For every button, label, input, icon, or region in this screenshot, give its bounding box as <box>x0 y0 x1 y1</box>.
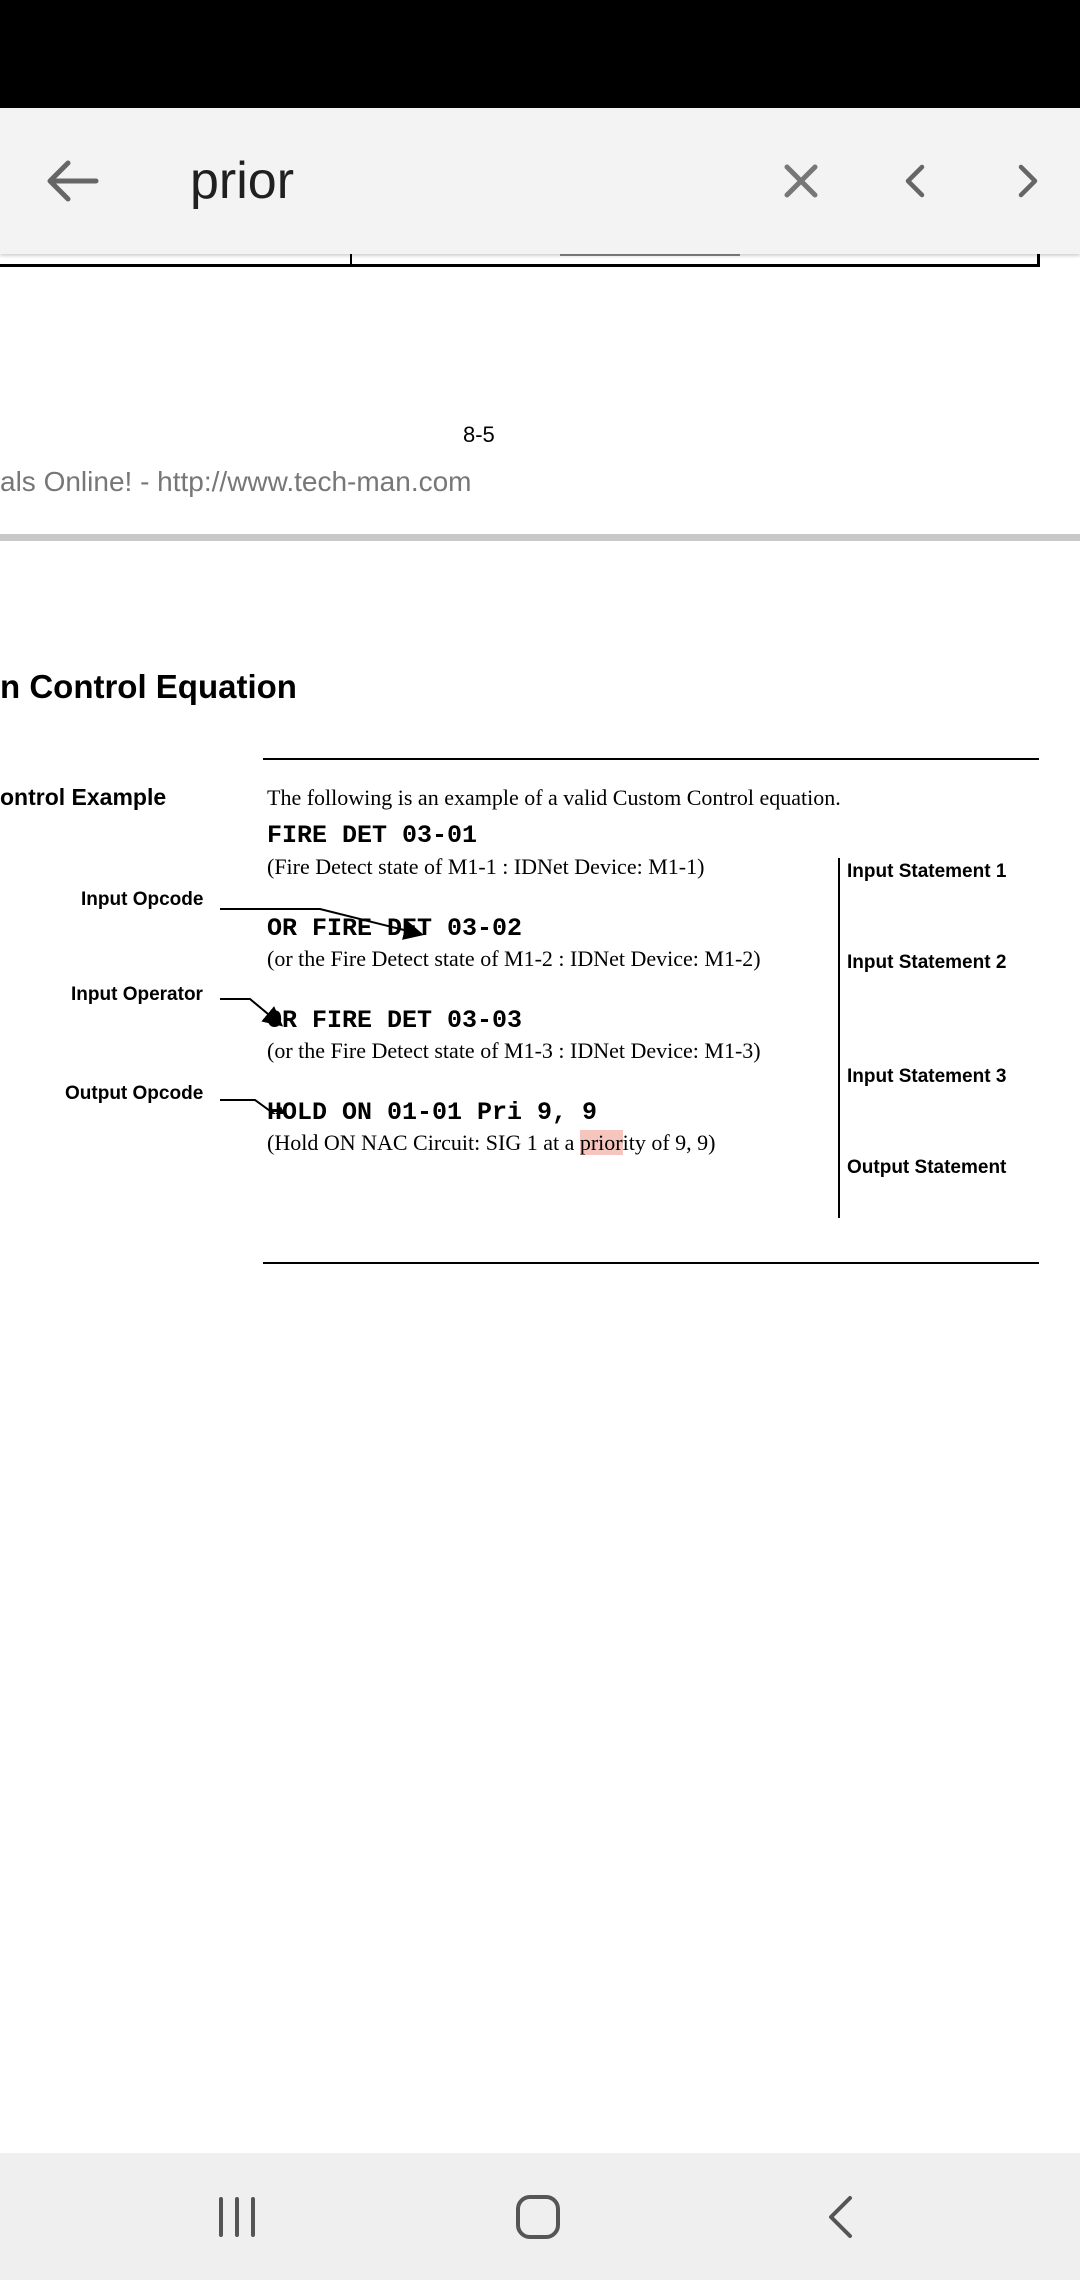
page-footer-text: als Online! - http://www.tech-man.com <box>0 466 472 497</box>
search-input[interactable]: prior <box>190 152 295 210</box>
label-output-statement: Output Statement <box>847 1157 1007 1178</box>
clear-search-button[interactable] <box>751 108 851 254</box>
page-separator <box>0 534 1080 541</box>
chevron-left-icon <box>904 164 926 198</box>
find-in-document-bar <box>0 108 1080 254</box>
chevron-right-icon <box>1017 164 1039 198</box>
statement-2-code: OR FIRE DET 03-02 <box>267 914 523 943</box>
recents-icon <box>215 2197 259 2237</box>
statement-1-code: FIRE DET 03-01 <box>267 821 478 850</box>
table-divider <box>350 254 352 264</box>
vertical-divider <box>838 858 840 1218</box>
statement-4-code: HOLD ON 01-01 Pri 9, 9 <box>267 1098 598 1127</box>
close-icon <box>784 164 818 198</box>
statement-3-code: OR FIRE DET 03-03 <box>267 1006 523 1035</box>
label-input-statement-1: Input Statement 1 <box>847 861 1007 882</box>
statement-1-desc: (Fire Detect state of M1-1 : IDNet Device: M1-1) <box>267 854 705 879</box>
example-heading: ontrol Example <box>0 784 167 810</box>
system-back-button[interactable] <box>760 2153 920 2280</box>
search-match-highlight[interactable]: prior <box>579 1130 623 1155</box>
top-rule <box>263 758 1039 760</box>
status-bar <box>0 0 1080 108</box>
document-viewer[interactable] <box>0 254 1080 2154</box>
arrow-left-icon <box>44 159 100 203</box>
callout-arrows <box>0 854 460 1114</box>
back-arrow-button[interactable] <box>22 108 122 254</box>
label-output-opcode: Output Opcode <box>65 1083 204 1104</box>
previous-match-button[interactable] <box>865 108 965 254</box>
label-input-statement-2: Input Statement 2 <box>847 952 1007 973</box>
section-title: n Control Equation <box>0 668 297 705</box>
label-input-opcode: Input Opcode <box>81 889 204 910</box>
back-chevron-icon <box>826 2195 854 2239</box>
intro-text: The following is an example of a valid Custom Control equation. <box>267 785 841 810</box>
statement-2-desc: (or the Fire Detect state of M1-2 : IDNet Device: M1-2) <box>267 946 761 971</box>
home-icon <box>515 2194 561 2240</box>
system-navigation-bar <box>0 2153 1080 2280</box>
statement-4-desc <box>267 1130 716 1156</box>
desc-after: ity of 9, 9) <box>622 1130 716 1155</box>
next-match-button[interactable] <box>978 108 1078 254</box>
table-fragment <box>0 254 1040 267</box>
page-number: 8-5 <box>463 422 495 447</box>
desc-before: (Hold ON NAC Circuit: SIG 1 at a <box>267 1130 580 1155</box>
recents-button[interactable] <box>157 2153 317 2280</box>
statement-3-desc: (or the Fire Detect state of M1-3 : IDNet Device: M1-3) <box>267 1038 761 1063</box>
label-input-operator: Input Operator <box>71 984 203 1005</box>
label-input-statement-3: Input Statement 3 <box>847 1066 1007 1087</box>
home-button[interactable] <box>458 2153 618 2280</box>
bottom-rule <box>263 1262 1039 1264</box>
table-text-fragment <box>560 254 740 256</box>
